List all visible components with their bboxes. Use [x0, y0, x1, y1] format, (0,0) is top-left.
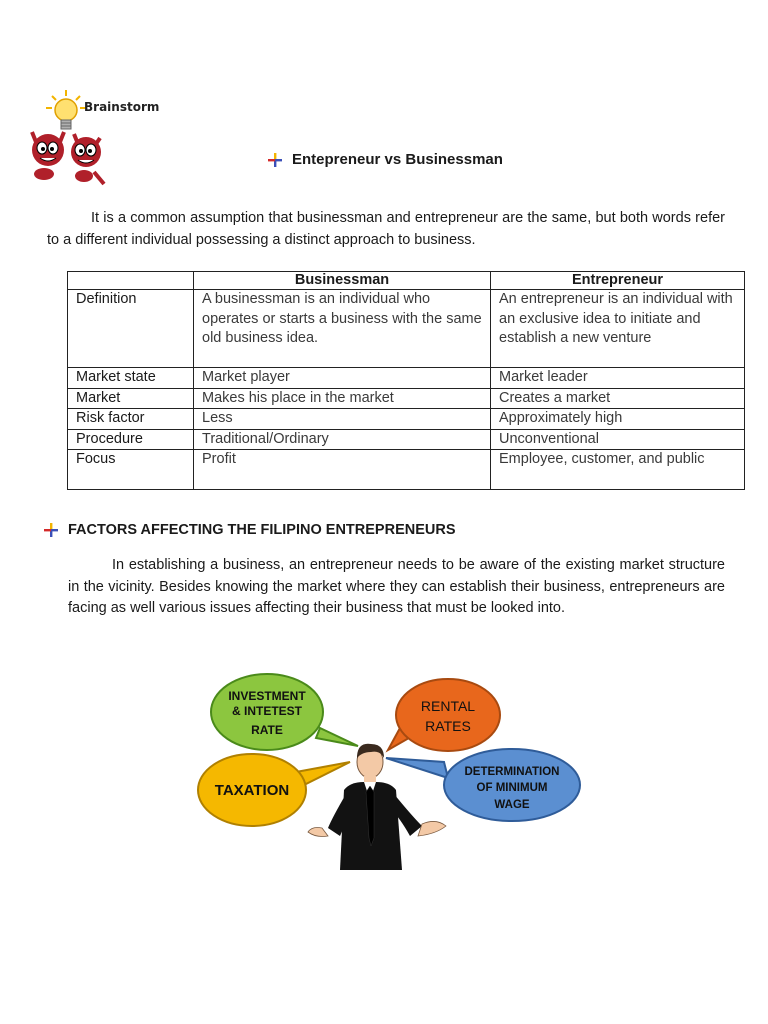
- wage-line1: DETERMINATION: [464, 766, 560, 778]
- section-title-text: FACTORS AFFECTING THE FILIPINO ENTREPRENEURS: [68, 522, 456, 538]
- wage-line2: OF MINIMUM: [476, 782, 548, 794]
- rental-line1: RENTAL: [420, 698, 476, 714]
- table-header-row: [68, 272, 745, 290]
- plus-bullet-icon: [44, 523, 58, 537]
- table-cell: Focus: [68, 450, 194, 490]
- table-cell: Approximately high: [491, 409, 745, 430]
- table-cell: Traditional/Ordinary: [194, 429, 491, 450]
- factors-infographic: [190, 668, 590, 878]
- table-row: [68, 409, 745, 430]
- table-cell: Creates a market: [491, 388, 745, 409]
- section-title-comparison: [268, 151, 503, 168]
- wage-bubble: [386, 749, 580, 821]
- investment-line1: INVESTMENT: [228, 689, 306, 703]
- brainstorm-label: Brainstorm: [84, 100, 160, 114]
- table-row: [68, 388, 745, 409]
- table-cell: Employee, customer, and public: [491, 450, 745, 490]
- table-cell: Unconventional: [491, 429, 745, 450]
- taxation-line1: TAXATION: [214, 782, 290, 799]
- table-header-cell: Entrepreneur: [491, 272, 745, 290]
- table-cell: Less: [194, 409, 491, 430]
- table-row: [68, 450, 745, 490]
- table-row: [68, 290, 745, 368]
- table-cell: Market leader: [491, 368, 745, 389]
- rental-bubble: [388, 679, 500, 751]
- table-cell: Market state: [68, 368, 194, 389]
- wage-line3: WAGE: [494, 799, 530, 811]
- factors-paragraph-text: In establishing a business, an entrepreneur needs to be aware of the existing market structure in the vicinity. Besides knowing the market where they can establish their business, entrepreneurs are facing as well various issues affecting their business that must be looked into.: [68, 557, 725, 616]
- table-cell: An entrepreneur is an individual with an exclusive idea to initiate and establish a new venture: [491, 290, 745, 368]
- table-header-cell: Businessman: [194, 272, 491, 290]
- table-cell: Profit: [194, 450, 491, 490]
- table-cell: Makes his place in the market: [194, 388, 491, 409]
- intro-paragraph-text: It is a common assumption that businessman and entrepreneur are the same, but both words refer to a different individual possessing a distinct approach to business.: [47, 210, 725, 248]
- factors-paragraph: [68, 555, 725, 620]
- table-cell: Market player: [194, 368, 491, 389]
- investment-bubble: [211, 674, 358, 750]
- table-cell: Definition: [68, 290, 194, 368]
- table-cell: Procedure: [68, 429, 194, 450]
- section-title-text: Entepreneur vs Businessman: [292, 151, 503, 168]
- investment-line2: & INTETEST: [231, 704, 303, 718]
- table-cell: A businessman is an individual who operates or starts a business with the same old business idea.: [194, 290, 491, 368]
- intro-paragraph: [47, 207, 725, 251]
- table-cell: Risk factor: [68, 409, 194, 430]
- section-title-factors: [44, 522, 456, 538]
- table-row: [68, 429, 745, 450]
- taxation-bubble: [198, 754, 350, 826]
- comparison-table: [67, 271, 745, 490]
- table-row: [68, 368, 745, 389]
- plus-bullet-icon: [268, 153, 282, 167]
- investment-line3: RATE: [251, 723, 283, 737]
- rental-line2: RATES: [425, 718, 471, 734]
- table-header-cell: [68, 272, 194, 290]
- table-cell: Market: [68, 388, 194, 409]
